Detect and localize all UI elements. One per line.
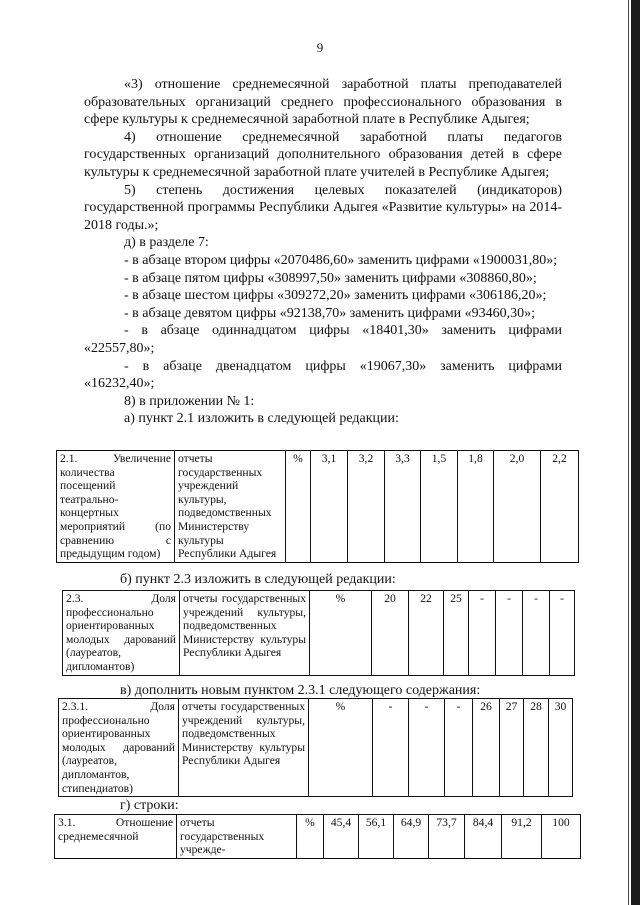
paragraph: - в абзаце двенадцатом цифры «19067,30» заменить цифрами «16232,40»; xyxy=(84,358,562,392)
indicator-cell: 2.3.1. Доля профессионально ориентированных молодых дарований (лауреатов, дипломантов, стипендиатов) xyxy=(59,699,179,797)
table-2-3-1 xyxy=(58,698,573,797)
value-cell: 26 xyxy=(473,699,500,797)
value-cell: 20 xyxy=(372,591,409,676)
paragraph: 4) отношение среднемесячной заработной платы педагогов государственных организаций дополнительного образования детей в сфере культуры к среднемесячной заработной плате учителей в Республике Адыгея; xyxy=(84,129,562,180)
indicator-cell: 3.1. Отношение среднемесячной xyxy=(55,815,177,859)
source-cell: отчеты государственных учрежде- xyxy=(177,815,297,859)
paragraph: - в абзаце шестом цифры «309272,20» заменить цифрами «306186,20»; xyxy=(124,288,547,304)
value-cell: 84,4 xyxy=(465,815,502,859)
table-3-1 xyxy=(54,814,581,859)
value-cell: 100 xyxy=(542,815,581,859)
paragraph: д) в разделе 7: xyxy=(124,235,209,251)
value-cell: 45,4 xyxy=(324,815,359,859)
unit-cell: % xyxy=(310,591,372,676)
value-cell: 1,8 xyxy=(458,451,494,563)
value-cell: 3,2 xyxy=(348,451,385,563)
table-2-3 xyxy=(62,590,575,676)
value-cell: 30 xyxy=(549,699,573,797)
value-cell: 56,1 xyxy=(359,815,394,859)
paragraph: - в абзаце втором цифры «2070486,60» заменить цифрами «1900031,80»; xyxy=(124,252,558,268)
paragraph: а) пункт 2.1 изложить в следующей редакции: xyxy=(124,411,399,427)
table-row xyxy=(63,591,575,676)
caption-d: г) строки: xyxy=(120,798,179,813)
value-cell: 3,1 xyxy=(311,451,348,563)
value-cell: - xyxy=(523,591,550,676)
body-text xyxy=(84,76,562,428)
value-cell: 27 xyxy=(500,699,524,797)
paragraph: 8) в приложении № 1: xyxy=(124,393,255,409)
value-cell: - xyxy=(469,591,496,676)
value-cell: - xyxy=(445,699,473,797)
value-cell: - xyxy=(373,699,409,797)
value-cell: 28 xyxy=(524,699,549,797)
indicator-cell: 2.3. Доля профессионально ориентированных молодых дарований (лауреатов, дипломантов) xyxy=(63,591,180,676)
scan-edge-line xyxy=(628,0,629,905)
value-cell: 1,5 xyxy=(421,451,458,563)
source-cell: отчеты государственных учреждений культуры, подведомственных Министерству культуры Республики Адыгея xyxy=(175,451,286,563)
caption-b: б) пункт 2.3 изложить в следующей редакции: xyxy=(120,572,396,587)
value-cell: 22 xyxy=(409,591,444,676)
value-cell: 25 xyxy=(444,591,469,676)
caption-c: в) дополнить новым пунктом 2.3.1 следующего содержания: xyxy=(120,683,481,698)
paragraph: - в абзаце одиннадцатом цифры «18401,30» заменить цифрами «22557,80»; xyxy=(84,323,562,356)
scan-edge xyxy=(631,0,640,905)
value-cell: 3,3 xyxy=(385,451,421,563)
table-2-1 xyxy=(56,450,579,563)
value-cell: - xyxy=(550,591,575,676)
source-cell: отчеты государственных учреждений культуры, подведомственных Министерству культуры Республики Адыгея xyxy=(180,591,310,676)
value-cell: 91,2 xyxy=(502,815,542,859)
indicator-cell: 2.1. Увеличение количества посещений театрально-концертных мероприятий (по сравнению с предыдущим годом) xyxy=(57,451,175,563)
table-row xyxy=(55,815,581,859)
paragraph: - в абзаце девятом цифры «92138,70» заменить цифрами «93460,30»; xyxy=(124,305,536,321)
source-cell: отчеты государственных учреждений культуры, подведомственных Министерству культуры Республики Адыгея xyxy=(179,699,309,797)
value-cell: 2,0 xyxy=(494,451,541,563)
paragraph: - в абзаце пятом цифры «308997,50» заменить цифрами «308860,80»; xyxy=(124,270,537,286)
value-cell: 73,7 xyxy=(429,815,465,859)
table-row xyxy=(57,451,579,563)
paragraph: 5) степень достижения целевых показателей (индикаторов) государственной программы Республики Адыгея «Развитие культуры» на 2014-2018 годы.»; xyxy=(84,182,562,233)
unit-cell: % xyxy=(297,815,324,859)
table-row xyxy=(59,699,573,797)
value-cell: - xyxy=(409,699,445,797)
unit-cell: % xyxy=(286,451,311,563)
value-cell: - xyxy=(496,591,523,676)
unit-cell: % xyxy=(309,699,373,797)
value-cell: 2,2 xyxy=(541,451,579,563)
page-number: 9 xyxy=(316,40,324,55)
paragraph: «3) отношение среднемесячной заработной платы преподавателей образовательных организаций среднего профессионального образования в сфере культуры к среднемесячной заработной плате в Республике Адыгея; xyxy=(84,77,562,128)
value-cell: 64,9 xyxy=(394,815,429,859)
